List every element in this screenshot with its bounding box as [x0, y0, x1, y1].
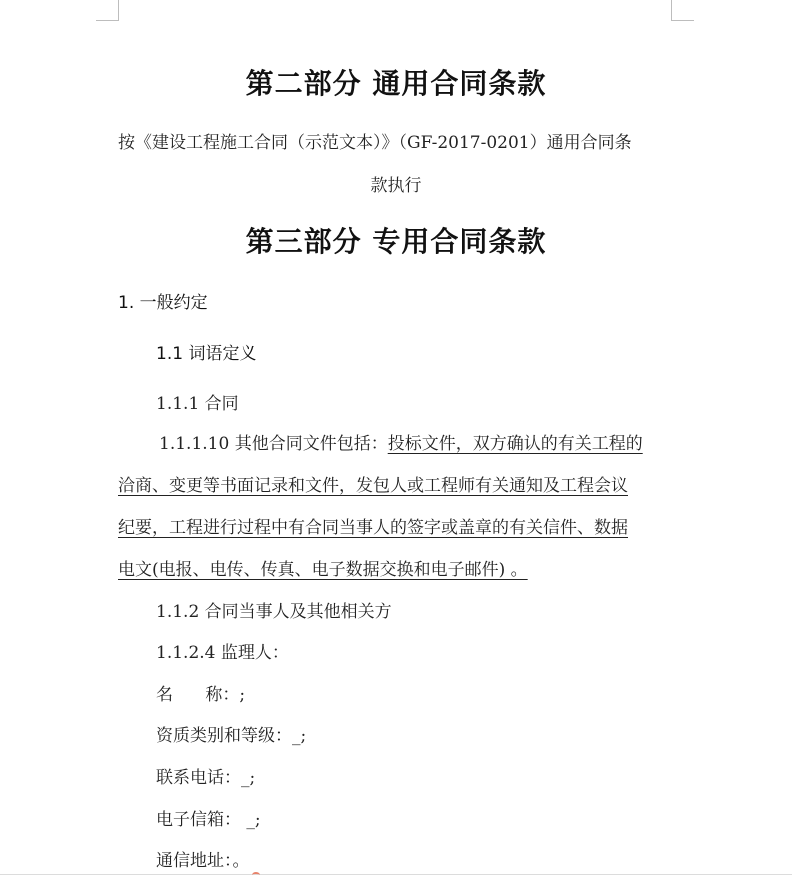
part2-description-line2: 款执行	[370, 176, 422, 196]
field-name: 名 称：;	[156, 685, 246, 705]
clause-1-1-1-10-line4: 电文(电报、电传、传真、电子数据交换和电子邮件) 。	[118, 560, 528, 580]
part2-description-line1: 按《建设工程施工合同（示范文本）》（GF-2017-0201）通用合同条	[118, 133, 632, 153]
field-phone: 联系电话：_;	[156, 768, 256, 788]
section-1-1-2-4-heading: 1.1.2.4 监理人：	[156, 643, 289, 663]
clause-1-1-1-10-line3: 纪要，工程进行过程中有合同当事人的签字或盖章的有关信件、数据	[118, 518, 628, 538]
section-1-1-1-heading: 1.1.1 合同	[156, 394, 239, 414]
field-address: 通信地址：。	[156, 851, 250, 871]
crop-mark-top-right	[671, 0, 694, 21]
clause-1-1-1-10-prefix: 1.1.1.10 其他合同文件包括：	[159, 434, 388, 454]
field-email: 电子信箱： _;	[156, 810, 261, 830]
page-bottom-edge	[0, 874, 792, 875]
clause-1-1-1-10-text-1: 投标文件，双方确认的有关工程的	[387, 434, 643, 454]
part3-title: 第三部分 专用合同条款	[245, 225, 547, 258]
section-1-heading: 1. 一般约定	[118, 293, 208, 313]
section-1-1-heading: 1.1 词语定义	[156, 344, 257, 364]
section-1-1-2-heading: 1.1.2 合同当事人及其他相关方	[156, 602, 392, 622]
crop-mark-top-left	[96, 0, 119, 21]
part2-title: 第二部分 通用合同条款	[245, 67, 547, 100]
clause-1-1-1-10-line1	[159, 429, 643, 454]
clause-1-1-1-10-line2: 洽商、变更等书面记录和文件，发包人或工程师有关通知及工程会议	[118, 476, 628, 496]
field-qualification: 资质类别和等级：_;	[156, 726, 307, 746]
decorative-mark	[252, 872, 260, 878]
